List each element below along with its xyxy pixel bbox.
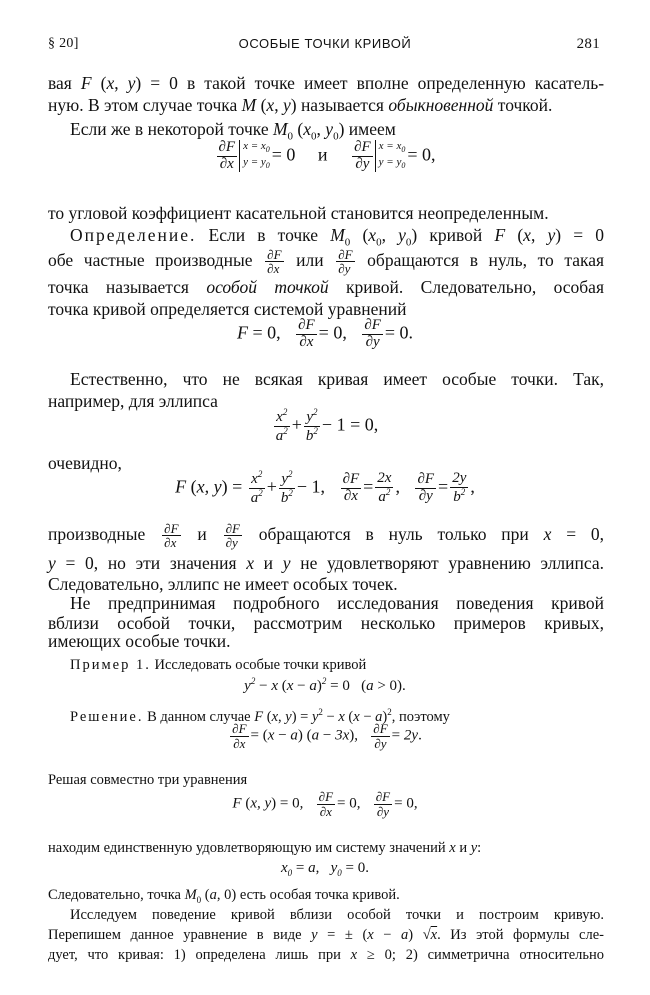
paragraph-6-line-1: производные $\frac{\partial F}{\partial x}$ и $\frac{\partial F}{\partial y}$ обращаются в нуль только при x = 0, xyxy=(48,520,605,551)
paragraph-5: очевидно, xyxy=(48,453,122,473)
definition-line-2: обе частные производные $\frac{\partial F}{\partial x}$ или $\frac{\partial F}{\partial y}$ обращаются в нуль, то такая xyxy=(48,246,605,277)
equation-example-curve: $y^2 - x$ $(x - a)^2 = 0$ (a > 0). xyxy=(244,676,406,694)
paragraph-11-line-2: Перепишем данное уравнение в виде y = ± (x − a) √x. Из этой формулы сле- xyxy=(48,927,604,943)
paragraph-10: Следовательно, точка $M_0$ (a, 0) есть особая точка кривой. xyxy=(48,887,400,905)
solution-line: Решение. В данном случае F (x, $y) = y^2 - x$ $(x - a)^2$, поэтому xyxy=(70,707,450,725)
section-marker: § 20] xyxy=(48,36,79,51)
paragraph-7-line-2: вблизи особой точки, рассмотрим несколько примеров кривых, xyxy=(48,613,604,633)
paragraph-6-line-2: y = 0, но эти значения x и y не удовлетворяют уравнению эллипса. xyxy=(48,553,605,573)
definition-line-4: точка кривой определяется системой уравнений xyxy=(48,299,407,319)
paragraph-7-line-3: имеющих особые точки. xyxy=(48,631,231,651)
paragraph-11-line-3: дует, что кривая: 1) определена лишь при x ≥ 0; 2) симметрична относительно xyxy=(48,947,604,963)
equation-partials-zero: $\frac{\partial F}{\partial x}$ $x = x_0$ $y = y_0$ = 0 и $\frac{\partial F}{\partial y}$ $x = x_0$ $y = y_0$ = 0, xyxy=(218,139,436,172)
equation-system: F = 0, $\frac{\partial F}{\partial x}$ = 0, $\frac{\partial F}{\partial y}$ = 0. xyxy=(236,317,414,350)
definition-line-3: точка называется особой точкой кривой. Следовательно, особая xyxy=(48,277,604,297)
paragraph-6-line-3: Следовательно, эллипс не имеет особых точек. xyxy=(48,574,398,594)
page-number: 281 xyxy=(576,36,600,52)
paragraph-4-line-2: например, для эллипса xyxy=(48,391,218,411)
equation-example-system: F (x, y) = 0, $\frac{\partial F}{\partial x}$ = 0, $\frac{\partial F}{\partial y}$ = 0, xyxy=(232,789,418,819)
paragraph-11-line-1: Исследуем поведение кривой вблизи особой точки и построим кривую. xyxy=(70,907,604,923)
paragraph-8: Решая совместно три уравнения xyxy=(48,772,248,788)
running-title: ОСОБЫЕ ТОЧКИ КРИВОЙ xyxy=(238,36,412,51)
paragraph-1-line-1: вая F (x, y) = 0 в такой точке имеет вполне определенную касатель- xyxy=(48,73,605,93)
equation-solution-values: $x_0 = a$, $y_0 = 0$. xyxy=(280,860,370,878)
definition-line-1: Определение. Если в точке $M_0$ ($x_0$, $y_0$) кривой F (x, y) = 0 xyxy=(70,225,605,249)
paragraph-2: Если же в некоторой точке $M_0$ ($x_0$, $y_0$) имеем xyxy=(70,119,396,143)
paragraph-4-line-1: Естественно, что не всякая кривая имеет особые точки. Так, xyxy=(70,369,604,389)
conjunction: и xyxy=(317,144,328,165)
paragraph-9: находим единственную удовлетворяющую им систему значений x и y: xyxy=(48,840,482,856)
example-1: Пример 1. Исследовать особые точки кривой xyxy=(70,657,367,673)
paragraph-3: то угловой коэффициент касательной становится неопределенным. xyxy=(48,203,549,223)
paragraph-1-line-2: ную. В этом случае точка M (x, y) называется обыкновенной точкой. xyxy=(48,95,553,115)
equation-ellipse: $\frac{x^2}{a^2}$ + $\frac{y^2}{b^2}$ − 1 = 0, xyxy=(275,407,379,444)
equation-ellipse-partials: F (x, y) = $\frac{x^2}{a^2}$ + $\frac{y^2}{b^2}$ − 1, $\frac{\partial F}{\partial x}$ = $\frac{2x}{a^2}$ , $\frac{\partial F}{\partial y}$ = $\frac{2y}{b^2}$ , xyxy=(175,469,475,506)
paragraph-7-line-1: Не предпринимая подробного исследования поведения кривой xyxy=(70,593,604,613)
equation-example-partials: $\frac{\partial F}{\partial x}$ = (x − a) (a − 3x), $\frac{\partial F}{\partial y}$ = 2y. xyxy=(232,721,422,751)
